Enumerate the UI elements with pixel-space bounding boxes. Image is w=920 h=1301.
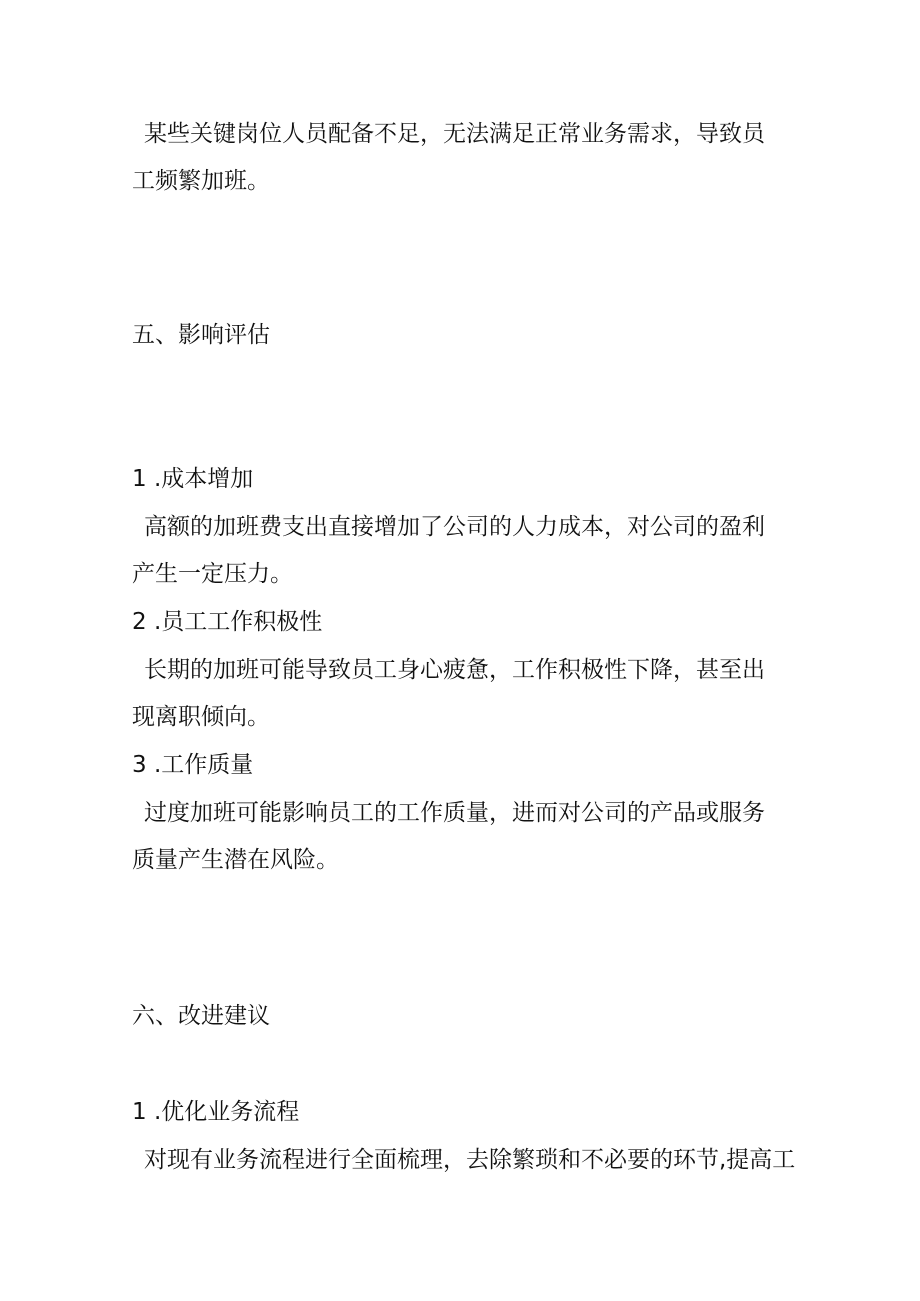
impact-item-text-2-line-1: 长期的加班可能导致员工身心疲惫，工作积极性下降，甚至出: [144, 657, 765, 683]
impact-item-text-1-line-2: 产生一定压力。: [132, 561, 293, 587]
section-heading-impact: 五、影响评估: [132, 322, 270, 348]
impact-item-title-1: 1 .成本增加: [132, 466, 254, 492]
suggestion-item-title-1: 1 .优化业务流程: [132, 1099, 300, 1125]
intro-text-line-2: 工频繁加班。: [132, 168, 270, 194]
intro-text-line-1: 某些关键岗位人员配备不足，无法满足正常业务需求，导致员: [144, 121, 765, 147]
suggestion-item-text-1-line-1: 对现有业务流程进行全面梳理，去除繁琐和不必要的环节,提高工: [144, 1147, 796, 1173]
impact-item-text-3-line-1: 过度加班可能影响员工的工作质量，进而对公司的产品或服务: [144, 800, 765, 826]
impact-item-text-2-line-2: 现离职倾向。: [132, 704, 270, 730]
impact-item-text-3-line-2: 质量产生潜在风险。: [132, 847, 339, 873]
section-heading-suggestions: 六、改进建议: [132, 1003, 270, 1029]
impact-item-text-1-line-1: 高额的加班费支出直接增加了公司的人力成本，对公司的盈利: [144, 514, 765, 540]
impact-item-title-2: 2 .员工工作积极性: [132, 609, 323, 635]
impact-item-title-3: 3 .工作质量: [132, 752, 254, 778]
